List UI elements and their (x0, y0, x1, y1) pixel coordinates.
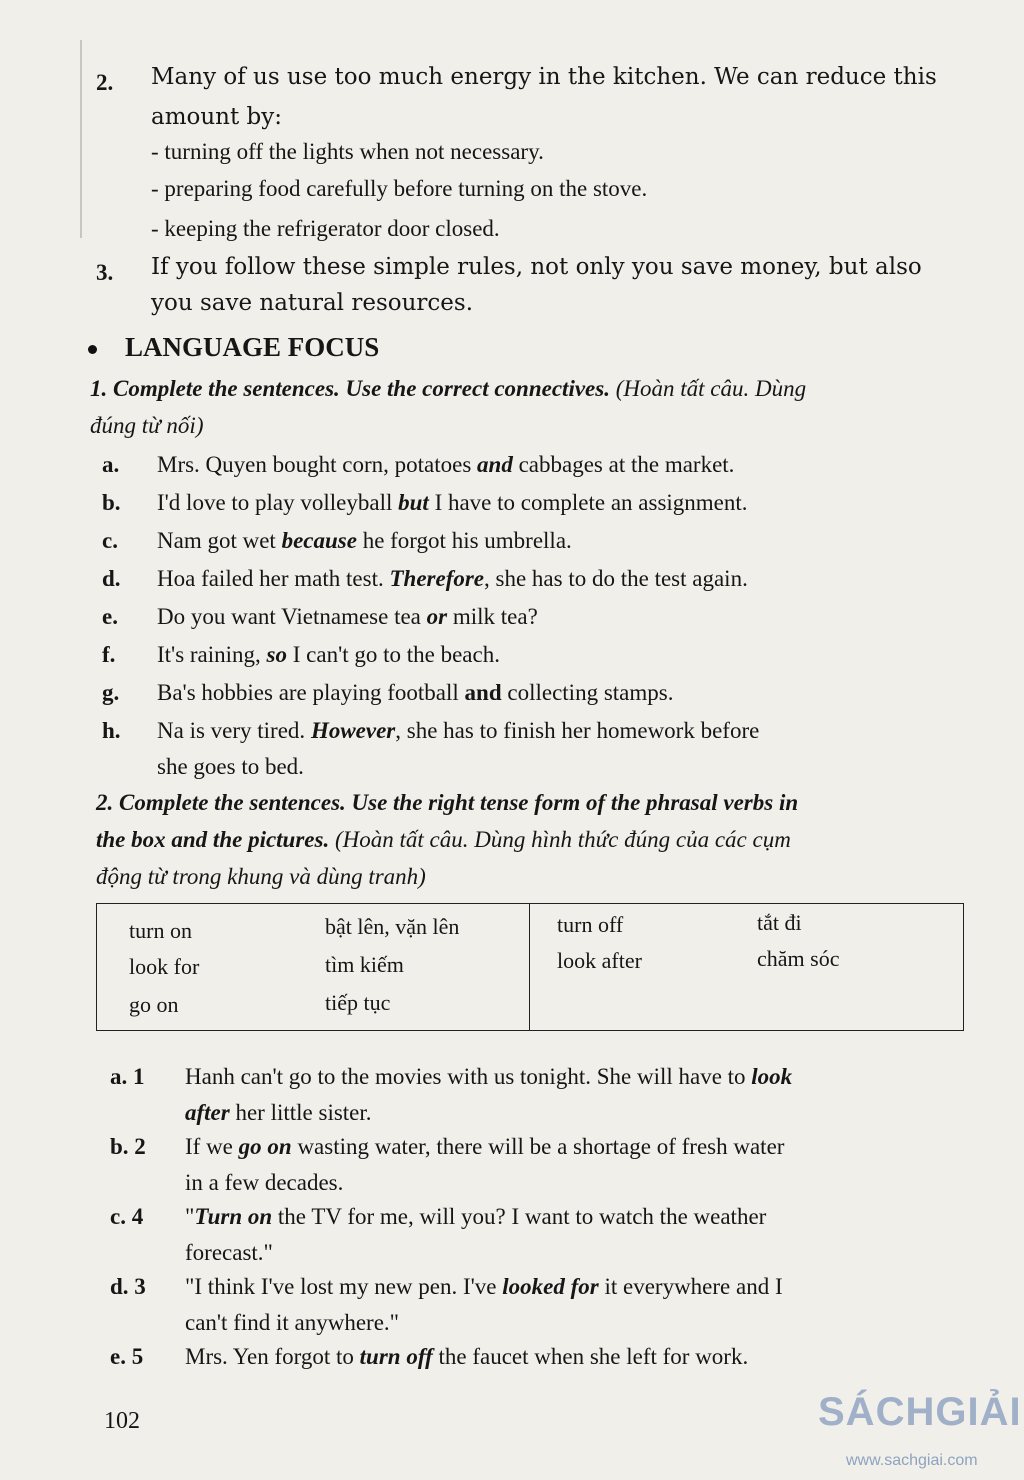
item-sentence (157, 448, 957, 482)
section-heading (88, 332, 379, 363)
sentence-text: forecast." (185, 1240, 273, 1265)
vocab-vn: tắt đi (757, 910, 802, 935)
answer-connective: Therefore (389, 566, 485, 591)
item-sentence (157, 600, 957, 634)
watermark-url: www.sachgiai.com (846, 1452, 978, 1469)
sentence-text: "I think I've lost my new pen. I've (185, 1274, 503, 1299)
ex2-item-a (110, 1060, 970, 1132)
vocab-en: look after (557, 948, 642, 973)
sentence-text: It's raining, (157, 642, 267, 667)
sentence-text: cabbages at the market. (512, 452, 735, 477)
ex1-item-h (102, 714, 972, 786)
sentence-text: Hanh can't go to the movies with us tonight. She will have to (185, 1064, 752, 1089)
vocab-vn: chăm sóc (757, 946, 840, 971)
bullet-icon (88, 345, 97, 354)
sentence-text: Do you want Vietnamese tea (157, 604, 427, 629)
sentence-text: her little sister. (229, 1100, 372, 1125)
ex1-item-a (102, 448, 972, 482)
item-label: e. 5 (110, 1344, 144, 1369)
ex1-item-d (102, 562, 972, 596)
bullet-line: - turning off the lights when not necessary. (151, 139, 544, 164)
sentence-text: Ba's hobbies are playing football (157, 680, 465, 705)
item-label: g. (102, 680, 120, 705)
instruction-text: 2. Complete the sentences. Use the right tense form of the phrasal verbs in (96, 790, 799, 815)
sentence-text: he forgot his umbrella. (356, 528, 572, 553)
sentence-text: If we (185, 1134, 239, 1159)
faint-margin-line (80, 40, 82, 238)
sentence-text: milk tea? (447, 604, 538, 629)
item-label: c. 4 (110, 1204, 144, 1229)
ex2-item-b (110, 1130, 970, 1202)
item-number: 2. (96, 70, 114, 95)
answer-connective: and (477, 452, 513, 477)
section-heading-text: LANGUAGE FOCUS (125, 332, 380, 362)
item-label: a. (102, 452, 120, 477)
item-sentence (185, 1270, 965, 1304)
item-label: a. 1 (110, 1064, 145, 1089)
answer-connective: because (281, 528, 357, 553)
sentence-text: " (185, 1204, 195, 1229)
answer-phrasal-verb: look (751, 1064, 793, 1089)
sentence-text: Hoa failed her math test. (157, 566, 390, 591)
vocab-vn: tìm kiếm (325, 952, 404, 977)
vocab-en: turn on (129, 918, 192, 943)
sentence-text: it everywhere and I (598, 1274, 783, 1299)
watermark-logo (818, 1390, 1022, 1435)
answer-connective: but (398, 490, 429, 515)
instruction-vn: (Hoàn tất câu. Dùng hình thức đúng của các cụm (334, 827, 791, 852)
ex1-item-f (102, 638, 972, 672)
sentence-text: in a few decades. (185, 1170, 344, 1195)
bullet-line: - keeping the refrigerator door closed. (151, 216, 500, 241)
sentence-text: Mrs. Quyen bought corn, potatoes (157, 452, 478, 477)
item-sentence (157, 676, 957, 710)
instruction-text: 1. Complete the sentences. Use the correct connectives. (90, 376, 610, 401)
item-label: d. 3 (110, 1274, 146, 1299)
sentence-text: the TV for me, will you? I want to watch the weather (272, 1204, 767, 1229)
sentence-text: I can't go to the beach. (287, 642, 500, 667)
item-label: e. (102, 604, 118, 629)
answer-connective: and (464, 680, 502, 705)
ex1-item-e (102, 600, 972, 634)
instruction-vn: đúng từ nối) (90, 413, 204, 438)
phrasal-verb-box (96, 903, 964, 1031)
exercise-1-instruction (90, 370, 970, 444)
exercise-2-instruction (96, 784, 976, 895)
answer-phrasal-verb: after (185, 1100, 230, 1125)
item-sentence (157, 524, 957, 558)
sentence-text: she goes to bed. (157, 754, 304, 779)
vocab-en: turn off (557, 912, 624, 937)
item-line: you save natural resources. (151, 290, 474, 316)
item-sentence-line2 (185, 1096, 965, 1130)
sentence-text: can't find it anywhere." (185, 1310, 400, 1335)
item-sentence (157, 638, 957, 672)
answer-phrasal-verb: turn off (359, 1344, 433, 1369)
bullet-line: - preparing food carefully before turning on the stove. (151, 176, 648, 201)
answer-phrasal-verb: go on (238, 1134, 292, 1159)
item-line: amount by: (151, 104, 283, 130)
item-sentence (157, 562, 957, 596)
item-sentence (185, 1340, 965, 1374)
item-label: d. (102, 566, 121, 591)
vocab-vn: tiếp tục (325, 990, 391, 1015)
item-label: b. (102, 490, 121, 515)
sentence-text: I'd love to play volleyball (157, 490, 399, 515)
answer-phrasal-verb: Turn on (194, 1204, 273, 1229)
sentence-text: I have to complete an assignment. (428, 490, 748, 515)
item-number: 3. (96, 260, 114, 285)
instruction-vn: động từ trong khung và dùng tranh) (96, 864, 426, 889)
item-label: h. (102, 718, 121, 743)
sentence-text: , she has to finish her homework before (395, 718, 760, 743)
instruction-vn: (Hoàn tất câu. Dùng (615, 376, 807, 401)
instruction-text: the box and the pictures. (96, 827, 330, 852)
item-sentence (185, 1060, 965, 1094)
item-label: b. 2 (110, 1134, 146, 1159)
item-line: Many of us use too much energy in the kitchen. We can reduce this (151, 64, 937, 90)
answer-connective: so (266, 642, 287, 667)
watermark-brand: SÁCHGIẢI (818, 1390, 1022, 1434)
ex2-item-e (110, 1340, 970, 1376)
answer-connective: or (426, 604, 448, 629)
sentence-text: , she has to do the test again. (484, 566, 748, 591)
item-line: If you follow these simple rules, not only you save money, but also (151, 254, 922, 280)
sentence-text: wasting water, there will be a shortage of fresh water (291, 1134, 785, 1159)
ex1-item-b (102, 486, 972, 520)
box-divider (529, 904, 530, 1030)
sentence-text: Nam got wet (157, 528, 282, 553)
vocab-vn: bật lên, vặn lên (325, 914, 460, 939)
sentence-text: Mrs. Yen forgot to (185, 1344, 360, 1369)
ex2-item-c (110, 1200, 970, 1272)
ex2-item-d (110, 1270, 970, 1342)
sentence-text: collecting stamps. (501, 680, 674, 705)
vocab-en: go on (129, 992, 179, 1017)
reading-item-3 (96, 250, 966, 330)
ex1-item-g (102, 676, 972, 710)
vocab-en: look for (129, 954, 200, 979)
reading-item-2 (96, 60, 966, 140)
sentence-text: the faucet when she left for work. (432, 1344, 749, 1369)
ex1-item-c (102, 524, 972, 558)
item-label: f. (102, 642, 116, 667)
answer-phrasal-verb: looked for (502, 1274, 599, 1299)
item-sentence (185, 1130, 965, 1164)
answer-connective: However (310, 718, 396, 743)
item-sentence (157, 486, 957, 520)
sentence-text: Na is very tired. (157, 718, 311, 743)
page-number: 102 (104, 1408, 140, 1434)
item-sentence (157, 714, 957, 748)
item-label: c. (102, 528, 118, 553)
item-sentence (185, 1200, 965, 1234)
